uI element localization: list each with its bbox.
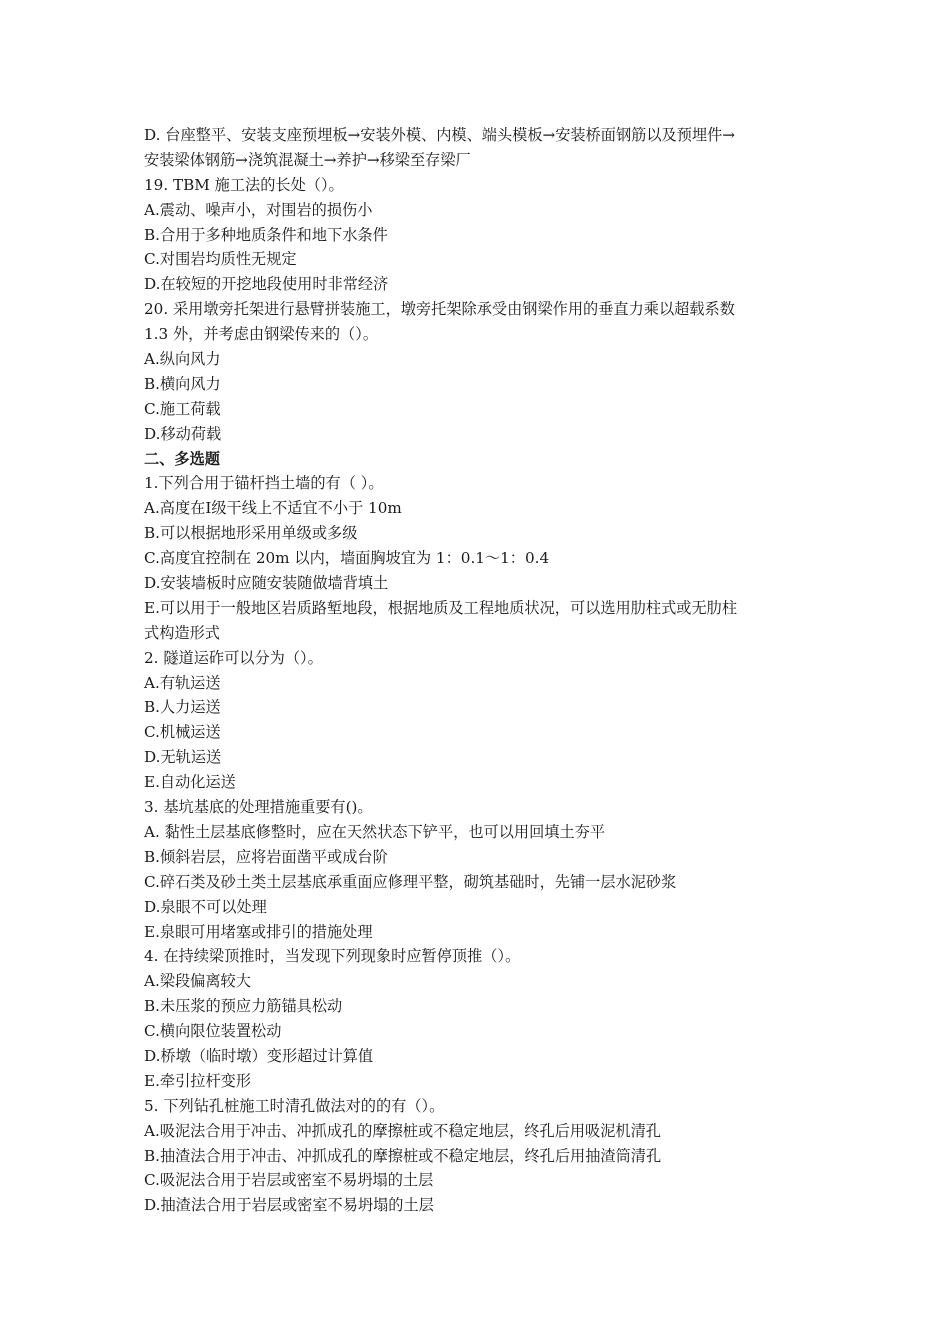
answer-option: D.在较短的开挖地段使用时非常经济 xyxy=(144,275,389,294)
answer-option: A. 黏性土层基底修整时，应在天然状态下铲平，也可以用回填土夯平 xyxy=(144,822,606,841)
answer-option: C.横向限位装置松动 xyxy=(144,1022,282,1041)
answer-option: 式构造形式 xyxy=(144,623,220,642)
answer-option: C.吸泥法合用于岩层或密室不易坍塌的土层 xyxy=(144,1171,434,1190)
answer-option: A.梁段偏离较大 xyxy=(144,972,251,991)
question-text: 20. 采用墩旁托架进行悬臂拼装施工，墩旁托架除承受由钢梁作用的垂直力乘以超载系数 xyxy=(144,300,735,319)
answer-option: E.自动化运送 xyxy=(144,773,236,792)
answer-option: A.纵向风力 xyxy=(144,350,221,369)
answer-option: D.移动荷载 xyxy=(144,424,222,443)
question-text: 3. 基坑基底的处理措施重要有()。 xyxy=(144,798,373,817)
answer-option: C.碎石类及砂土类土层基底承重面应修理平整，砌筑基础时，先铺一层水泥砂浆 xyxy=(144,872,677,891)
answer-option: A.震动、噪声小，对围岩的损伤小 xyxy=(144,200,373,219)
document-page xyxy=(144,123,809,1218)
answer-option: D. 台座整平、安装支座预埋板→安装外模、内模、端头模板→安装桥面钢筋以及预埋件→ xyxy=(144,126,736,144)
answer-option: B.倾斜岩层，应将岩面凿平或成台阶 xyxy=(144,847,388,866)
answer-option: E.可以用于一般地区岩质路堑地段，根据地质及工程地质状况，可以选用肋柱式或无肋柱 xyxy=(144,598,738,617)
answer-option: B.可以根据地形采用单级或多级 xyxy=(144,524,358,543)
section-heading: 二、多选题 xyxy=(144,449,220,468)
answer-option: B.抽渣法合用于冲击、冲抓成孔的摩擦桩或不稳定地层，终孔后用抽渣筒清孔 xyxy=(144,1146,662,1165)
answer-option: B.未压浆的预应力筋锚具松动 xyxy=(144,997,343,1016)
answer-option: B.横向风力 xyxy=(144,374,221,393)
answer-option: B.人力运送 xyxy=(144,698,221,717)
question-text: 1.3 外，并考虑由钢梁传来的（）。 xyxy=(144,325,379,344)
answer-option: D.无轨运送 xyxy=(144,748,222,767)
question-text: 4. 在持续梁顶推时，当发现下列现象时应暂停顶推（）。 xyxy=(144,947,521,966)
answer-option: C.施工荷载 xyxy=(144,399,221,418)
question-text: 2. 隧道运砟可以分为（）。 xyxy=(144,648,323,667)
answer-option: C.高度宜控制在 20m 以内，墙面胸坡宜为 1：0.1～1：0.4 xyxy=(144,549,550,568)
answer-option: B.合用于多种地质条件和地下水条件 xyxy=(144,225,388,244)
answer-option: D.泉眼不可以处理 xyxy=(144,897,267,916)
answer-option: A.有轨运送 xyxy=(144,673,221,692)
question-text: 19. TBM 施工法的长处（）。 xyxy=(144,175,344,194)
answer-option: E.泉眼可用堵塞或排引的措施处理 xyxy=(144,922,373,941)
answer-option: 安装梁体钢筋→浇筑混凝土→养护→移梁至存梁厂 xyxy=(144,150,471,169)
answer-option: D.抽渣法合用于岩层或密室不易坍塌的土层 xyxy=(144,1196,434,1215)
answer-option: C.机械运送 xyxy=(144,723,221,742)
question-text: 1.下列合用于锚杆挡土墙的有（ ）。 xyxy=(144,474,384,493)
answer-option: C.对围岩均质性无规定 xyxy=(144,250,297,269)
answer-option: A.高度在Ⅰ级干线上不适宜不小于 10m xyxy=(144,499,402,518)
answer-option: E.牵引拉杆变形 xyxy=(144,1071,252,1090)
answer-option: D.安装墙板时应随安装随做墙背填土 xyxy=(144,574,389,593)
answer-option: D.桥墩（临时墩）变形超过计算值 xyxy=(144,1046,374,1065)
answer-option: A.吸泥法合用于冲击、冲抓成孔的摩擦桩或不稳定地层，终孔后用吸泥机清孔 xyxy=(144,1121,661,1140)
question-text: 5. 下列钻孔桩施工时清孔做法对的的有（）。 xyxy=(144,1096,445,1115)
